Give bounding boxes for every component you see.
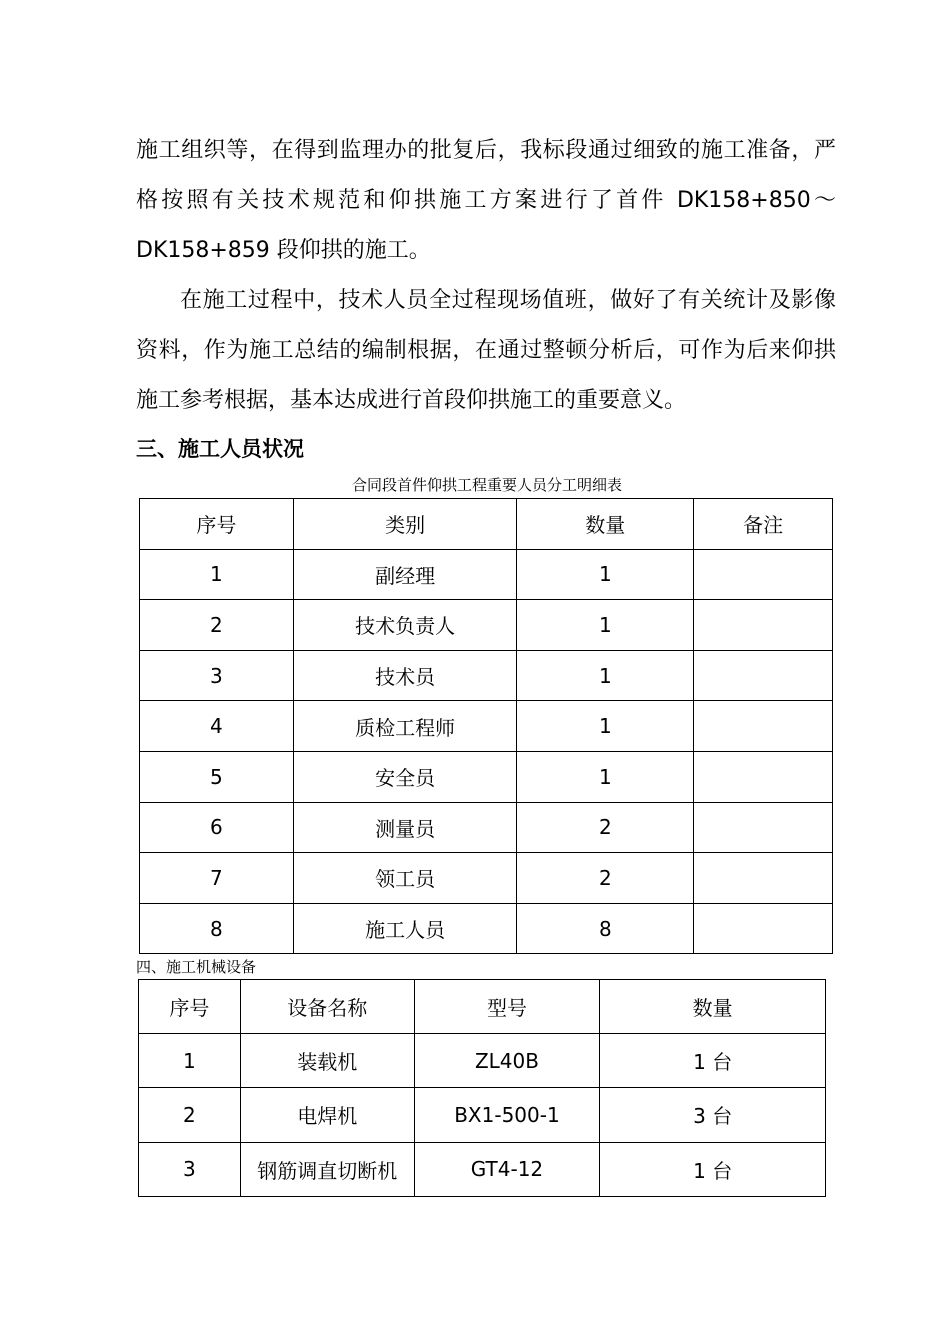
table-cell: 装载机 <box>240 1034 414 1088</box>
paragraph-2: 在施工过程中，技术人员全过程现场值班，做好了有关统计及影像资料，作为施工总结的编制根据，在通过整顿分析后，可作为后来仰拱施工参考根据，基本达成进行首段仰拱施工的重要意义。 <box>136 288 836 413</box>
table-cell <box>694 751 833 802</box>
table-cell: 8 <box>140 903 294 954</box>
table-cell: ZL40B <box>414 1034 600 1088</box>
table-row <box>140 600 833 651</box>
table-cell: 1 <box>517 549 694 600</box>
table-caption-staff: 合同段首件仰拱工程重要人员分工明细表 <box>351 476 622 494</box>
table-cell: 副经理 <box>293 549 517 600</box>
table-cell: 测量员 <box>293 802 517 853</box>
table-cell <box>694 650 833 701</box>
table-cell: 3 <box>140 650 294 701</box>
table-row <box>140 853 833 904</box>
header-cell: 类别 <box>293 499 517 550</box>
staff-table <box>139 498 833 954</box>
table-cell: 1 <box>517 600 694 651</box>
table-cell: 1 <box>517 751 694 802</box>
table-cell: 安全员 <box>293 751 517 802</box>
equipment-table <box>138 979 826 1197</box>
table-cell: BX1-500-1 <box>414 1088 600 1142</box>
table-cell: 1 <box>139 1034 241 1088</box>
table-cell: 6 <box>140 802 294 853</box>
table-cell <box>694 853 833 904</box>
table-cell: 3 台 <box>600 1088 826 1142</box>
header-cell: 备注 <box>694 499 833 550</box>
table-row <box>140 802 833 853</box>
table-cell: 钢筋调直切断机 <box>240 1142 414 1196</box>
table-cell: 施工人员 <box>293 903 517 954</box>
table-cell <box>694 549 833 600</box>
table-cell: GT4-12 <box>414 1142 600 1196</box>
table-cell: 电焊机 <box>240 1088 414 1142</box>
table-cell: 7 <box>140 853 294 904</box>
table-cell: 质检工程师 <box>293 701 517 752</box>
paragraph-1: 施工组织等，在得到监理办的批复后，我标段通过细致的施工准备，严格按照有关技术规范和仰拱施工方案进行了首件 DK158+850～DK158+859 段仰拱的施工。 <box>136 138 836 263</box>
table-cell: 1 台 <box>600 1142 826 1196</box>
table-cell: 领工员 <box>293 853 517 904</box>
header-cell: 序号 <box>140 499 294 550</box>
table-row <box>139 1142 826 1196</box>
table-cell: 2 <box>517 802 694 853</box>
table-header-row <box>139 980 826 1034</box>
table-cell: 1 <box>517 650 694 701</box>
section-heading-equipment: 四、施工机械设备 <box>136 958 257 976</box>
table-cell: 2 <box>139 1088 241 1142</box>
table-cell: 1 台 <box>600 1034 826 1088</box>
table-cell: 5 <box>140 751 294 802</box>
section-heading-staff: 三、施工人员状况 <box>136 437 304 461</box>
table-cell <box>694 600 833 651</box>
table-cell: 技术员 <box>293 650 517 701</box>
table-row <box>140 751 833 802</box>
header-cell: 数量 <box>600 980 826 1034</box>
table-row <box>139 1034 826 1088</box>
table-row <box>140 903 833 954</box>
table-row <box>140 549 833 600</box>
table-row <box>140 650 833 701</box>
header-cell: 数量 <box>517 499 694 550</box>
table-cell: 技术负责人 <box>293 600 517 651</box>
table-row <box>139 1088 826 1142</box>
table-cell: 4 <box>140 701 294 752</box>
table-cell <box>694 903 833 954</box>
header-cell: 序号 <box>139 980 241 1034</box>
header-cell: 型号 <box>414 980 600 1034</box>
table-header-row <box>140 499 833 550</box>
table-cell: 2 <box>140 600 294 651</box>
table-cell: 3 <box>139 1142 241 1196</box>
table-cell <box>694 802 833 853</box>
table-cell: 2 <box>517 853 694 904</box>
table-cell: 1 <box>517 701 694 752</box>
header-cell: 设备名称 <box>240 980 414 1034</box>
table-row <box>140 701 833 752</box>
table-cell: 8 <box>517 903 694 954</box>
table-cell <box>694 701 833 752</box>
table-cell: 1 <box>140 549 294 600</box>
